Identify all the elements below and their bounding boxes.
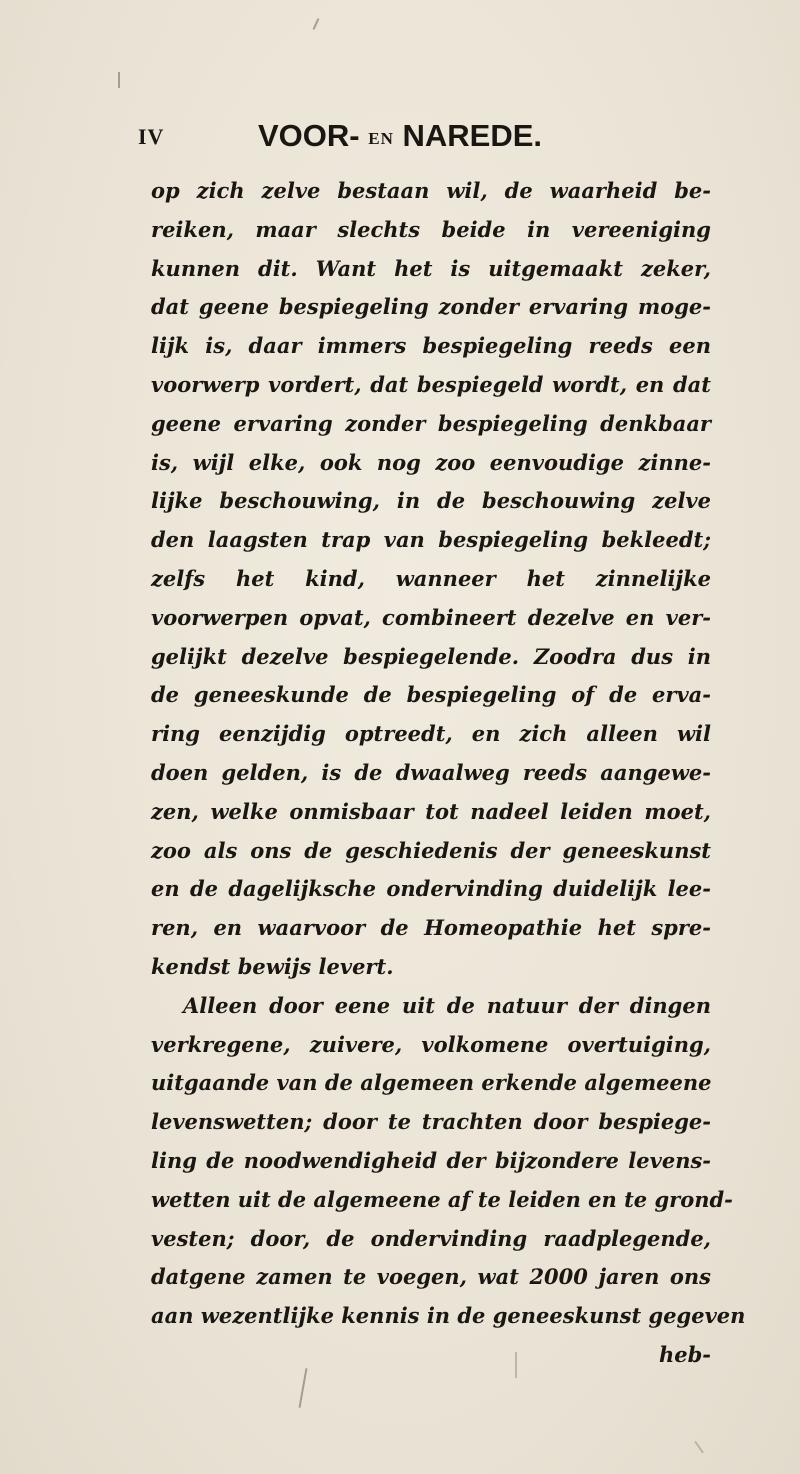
text-line: verkregene, zuivere, volkomene overtuiging, [151,1031,711,1057]
text-line: ren, en waarvoor de Homeopathie het spre- [151,915,711,941]
running-head-part1: VOOR- [258,118,360,153]
text-line: zoo als ons de geschiedenis der geneeskunst [151,837,711,863]
catchword: heb- [658,1341,711,1367]
text-line: doen gelden, is de dwaalweg reeds aangewe- [151,759,711,785]
page-header [138,118,698,158]
text-line: op zich zelve bestaan wil, de waarheid be- [151,178,711,203]
paragraph-end-line: kendst bewijs levert. [151,953,394,979]
paper-blemish [313,18,320,30]
text-line: voorwerpen opvat, combineert dezelve en ver- [151,604,711,630]
text-line: kunnen dit. Want het is uitgemaakt zeker, [151,255,711,281]
text-line: zelfs het kind, wanneer het zinnelijke [151,565,711,591]
paper-blemish [694,1441,704,1454]
running-head-part2: NAREDE. [402,118,543,153]
text-line: datgene zamen te voegen, wat 2000 jaren ons [151,1264,711,1290]
text-line: dat geene bespiegeling zonder ervaring moge- [151,294,711,320]
text-line: ling de noodwendigheid der bijzondere levens- [151,1147,711,1173]
text-line: en de dagelijksche ondervinding duidelijk lee- [151,876,711,902]
text-line: zen, welke onmisbaar tot nadeel leiden moet, [151,798,711,824]
text-line: gelijkt dezelve bespiegelende. Zoodra dus in [151,643,711,669]
text-line: den laagsten trap van bespiegeling bekleedt; [151,527,711,553]
paper-blemish [515,1352,517,1378]
text-line: reiken, maar slechts beide in vereeniging [151,216,711,242]
text-line: de geneeskunde de bespiegeling of de erva- [151,682,711,708]
text-line: is, wijl elke, ook nog zoo eenvoudige zinne- [151,449,711,475]
text-line: vesten; door, de ondervinding raadplegende, [151,1225,711,1251]
text-line: voorwerp vordert, dat bespiegeld wordt, en dat [151,371,711,397]
text-line: levenswetten; door te trachten door bespiege- [151,1109,711,1135]
text-line: geene ervaring zonder bespiegeling denkbaar [151,410,711,436]
running-head-conjunction: EN [368,129,394,148]
paragraph-first-line: Alleen door eene uit de natuur der dingen [183,992,711,1018]
text-line: ring eenzijdig optreedt, en zich alleen wil [151,721,711,747]
text-line: lijke beschouwing, in de beschouwing zelve [151,488,711,514]
text-line: uitgaande van de algemeen erkende algemeene [151,1070,712,1096]
text-line: aan wezentlijke kennis in de geneeskunst gegeven [151,1303,746,1329]
text-line: lijk is, daar immers bespiegeling reeds een [151,333,711,359]
page-number: IV [138,124,165,149]
text-line: wetten uit de algemeene af te leiden en te grond- [151,1186,733,1212]
paper-blemish [118,72,120,88]
running-head [258,118,542,154]
body-text [151,172,746,1375]
